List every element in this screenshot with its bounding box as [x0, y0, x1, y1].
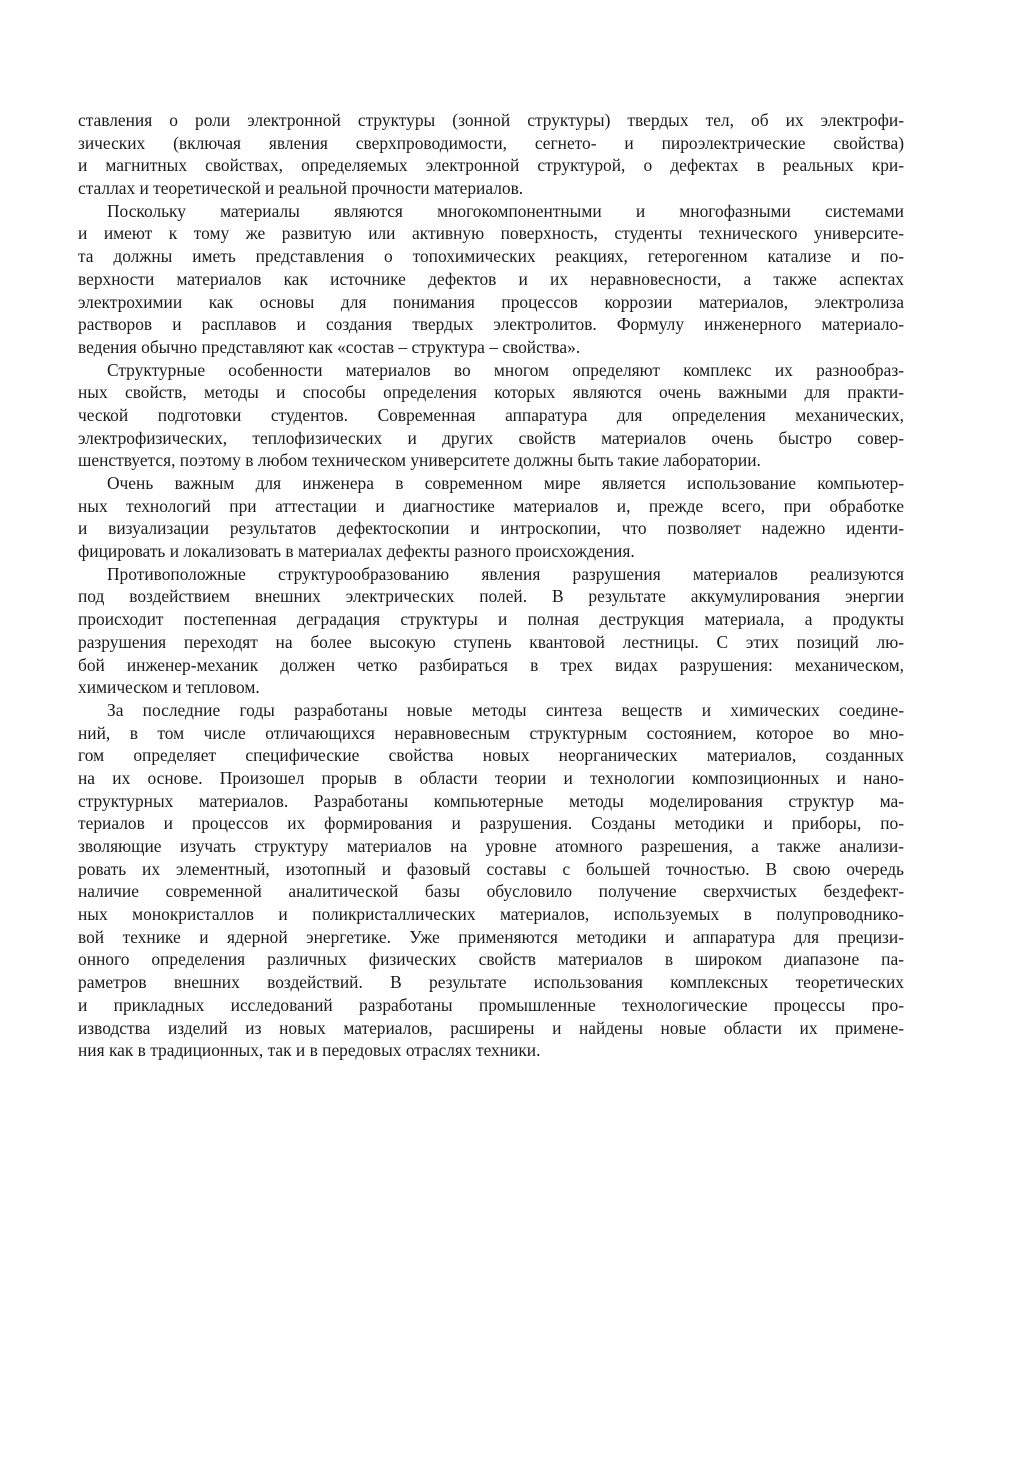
paragraph [78, 359, 904, 472]
text-line: сталлах и теоретической и реальной прочности материалов. [78, 178, 524, 199]
text-line: зических (включая явления сверхпроводимости, сегнето- и пироэлектрические свойства) [78, 132, 904, 153]
text-line: гом определяет специфические свойства новых неорганических материалов, созданных [78, 745, 904, 766]
text-line: раметров внешних воздействий. В результате использования комплексных теоретических [78, 972, 904, 993]
text-line: наличие современной аналитической базы обусловило получение сверхчистых бездефект- [78, 881, 904, 902]
text-line: шенствуется, поэтому в любом техническом университете должны быть такие лаборатории. [78, 450, 761, 471]
text-line: структурных материалов. Разработаны компьютерные методы моделирования структур ма- [78, 790, 904, 811]
text-line: на их основе. Произошел прорыв в области теории и технологии композиционных и нано- [78, 767, 904, 788]
paragraph [78, 699, 904, 1062]
text-line: За последние годы разработаны новые методы синтеза веществ и химических соедине- [107, 699, 904, 720]
text-line: онного определения различных физических свойств материалов в широком диапазоне па- [78, 949, 904, 970]
text-line: Структурные особенности материалов во многом определяют комплекс их разнообраз- [107, 359, 904, 380]
paragraph [78, 200, 904, 359]
text-line: под воздействием внешних электрических полей. В результате аккумулирования энергии [78, 586, 904, 607]
text-line: та должны иметь представления о топохимических реакциях, гетерогенном катализе и по- [78, 246, 904, 267]
text-line: зволяющие изучать структуру материалов на уровне атомного разрешения, а также анализи- [78, 836, 904, 856]
text-line: и магнитных свойствах, определяемых электронной структурой, о дефектах в реальных кри- [78, 155, 904, 176]
text-line: и визуализации результатов дефектоскопии и интроскопии, что позволяет надежно иденти- [78, 518, 904, 539]
text-line: изводства изделий из новых материалов, расширены и найдены новые области их примене- [78, 1017, 904, 1038]
text-line: ческой подготовки студентов. Современная аппаратура для определения механических, [78, 404, 904, 425]
text-line: вой технике и ядерной энергетике. Уже применяются методики и аппаратура для прецизи- [78, 926, 904, 947]
text-line: териалов и процессов их формирования и разрушения. Созданы методики и приборы, по- [78, 813, 904, 834]
text-line: ровать их элементный, изотопный и фазовый составы с большей точностью. В свою очередь [78, 858, 904, 879]
text-line: ставления о роли электронной структуры (зонной структуры) твердых тел, об их электрофи- [78, 110, 904, 130]
text-line: фицировать и локализовать в материалах дефекты разного происхождения. [78, 541, 635, 562]
text-line: ведения обычно представляют как «состав – структура – свойства». [78, 336, 581, 357]
text-line: верхности материалов как источнике дефектов и их неравновесности, а также аспектах [78, 268, 904, 289]
paragraph [78, 472, 904, 563]
text-line: происходит постепенная деградация структуры и полная деструкция материала, а продукты [78, 609, 904, 630]
text-line: разрушения переходят на более высокую ступень квантовой лестницы. С этих позиций лю- [78, 631, 904, 652]
text-line: химическом и тепловом. [78, 677, 260, 698]
text-line: бой инженер-механик должен четко разбираться в трех видах разрушения: механическом, [78, 654, 904, 675]
text-line: Поскольку материалы являются многокомпонентными и многофазными системами [107, 200, 904, 221]
text-line: и имеют к тому же развитую или активную поверхность, студенты технического университе- [78, 223, 904, 244]
text-line: ных свойств, методы и способы определения которых являются очень важными для практи- [78, 382, 904, 403]
page-body [78, 109, 904, 1062]
text-line: растворов и расплавов и создания твердых электролитов. Формулу инженерного материало- [78, 314, 904, 335]
paragraph [78, 563, 904, 699]
text-line: Противоположные структурообразованию явления разрушения материалов реализуются [107, 563, 904, 584]
text-line: ний, в том числе отличающихся неравновесным структурным состоянием, которое во мно- [78, 722, 904, 743]
text-line: и прикладных исследований разработаны промышленные технологические процессы про- [78, 994, 904, 1015]
text-line: ния как в традиционных, так и в передовых отраслях техники. [78, 1040, 541, 1061]
text-line: ных технологий при аттестации и диагностике материалов и, прежде всего, при обработке [78, 495, 904, 516]
text-line: ных монокристаллов и поликристаллических материалов, используемых в полупроводнико- [78, 904, 904, 925]
paragraph [78, 109, 904, 200]
text-line: электрохимии как основы для понимания процессов коррозии материалов, электролиза [78, 291, 904, 312]
text-line: Очень важным для инженера в современном мире является использование компьютер- [107, 473, 904, 493]
text-line: электрофизических, теплофизических и других свойств материалов очень быстро совер- [78, 427, 904, 448]
